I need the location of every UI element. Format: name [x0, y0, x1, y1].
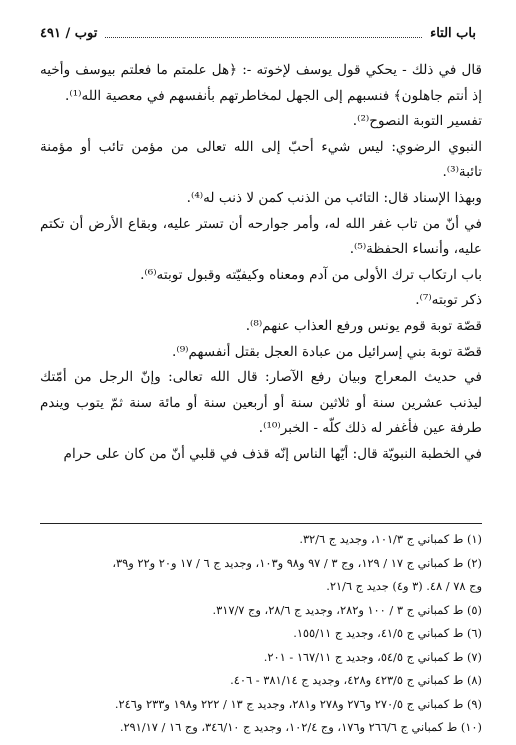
footnote-divider: [40, 523, 482, 524]
footnote: (٦) ط كمباني ج ٤١/٥، وجديد ج ١٥٥/١١.: [293, 626, 482, 640]
footnote: (١٠) ط كمباني ج ٢٦٦/٦ و١٧٦، وج ١٠٢/٤، وجديد ج ٣٤٦/١٠، وج ١٦ / ٢٩١/١٧.: [119, 720, 482, 734]
paragraph: باب ارتكاب ترك الأولى من آدم ومعناه وكيفيّته وقبول توبته⁽⁶⁾.: [140, 266, 482, 283]
running-header: [40, 22, 476, 44]
paragraph: قال في ذلك - يحكي قول يوسف لإخوته -: ﴿هل علمتم ما فعلتم بيوسف وأخيه إذ أنتم جاهلون﴾ فنسبهم إلى الجهل لمخاطرتهم بأنفسهم في معصية الله⁽¹⁾.: [40, 62, 482, 104]
paragraph: وبهذا الإسناد قال: التائب من الذنب كمن لا ذنب له⁽⁴⁾.: [186, 189, 482, 206]
footnote: وج ٧٨ / ٤٨. (٣ و٤) جديد ج ٢١/٦.: [326, 579, 482, 593]
main-text: [40, 58, 482, 468]
footnotes: [32, 528, 482, 740]
footnote: (٩) ط كمباني ج ٢٧٠/٥ و٢٧٦ و٢٧٨ و٢٨١، وجديد ج ١٣ / ٢٢٢ و١٩٨ و٢٣٣ و٢٤٦.: [114, 696, 482, 711]
section-page-number: توب / ٤٩١: [40, 25, 98, 41]
paragraph: في حديث المعراج وبيان رفع الآصار: قال الله تعالى: وإنّ الرجل من أمّتك ليذنب عشرين سنة أو ثلاثين سنة أو أربعين سنة أو مائة سنة ثمّ يتوب ويندم طرفة عين فأغفر له ذلك كلّه - الخبر⁽¹⁰⁾.: [40, 369, 482, 437]
footnote: (٥) ط كمباني ج ٣ / ١٠٠ و٢٨٢، وجديد ج ٢٨/٦، وج ٣١٧/٧.: [212, 602, 482, 617]
footnote: (٧) ط كمباني ج ٥٤/٥، وجديد ج ١٦٧/١١ - ٢٠١.: [263, 649, 482, 664]
paragraph: النبوي الرضوي: ليس شيء أحبّ إلى الله تعالى من مؤمن تائب أو مؤمنة تائبة⁽³⁾.: [40, 138, 482, 181]
footnote: (٨) ط كمباني ج ٤٢٣/٥ و٤٢٨، وجديد ج ٣٨١/١٤ - ٤٠٦.: [230, 673, 482, 687]
chapter-title: باب التاء: [430, 25, 476, 41]
footnote: (٢) ط كمباني ج ١٧ / ١٢٩، وج ٣ / ٩٧ و٩٨ و١٠٣، وجديد ج ٦ / ١٧ و٢٠ و٢٢ و٣٩،: [112, 555, 482, 570]
paragraph: تفسير التوبة النصوح⁽²⁾.: [352, 113, 482, 130]
paragraph: في أنّ من تاب غفر الله له، وأمر جوارحه أن تستر عليه، وبقاع الأرض أن تكتم عليه، وأنساء الحفظة⁽⁵⁾.: [40, 215, 482, 258]
dotted-leader: [105, 37, 422, 38]
footnote: (١) ط كمباني ج ١٠١/٣، وجديد ج ٣٢/٦.: [299, 532, 482, 546]
paragraph: في الخطبة النبويّة قال: أيّها الناس إنّه قذف في قلبي أنّ من كان على حرام: [63, 445, 482, 462]
paragraph: قصّة توبة قوم يونس ورفع العذاب عنهم⁽⁸⁾.: [245, 317, 482, 334]
paragraph: ذكر توبته⁽⁷⁾.: [415, 292, 482, 309]
paragraph: قصّة توبة بني إسرائيل من عبادة العجل بقتل أنفسهم⁽⁹⁾.: [172, 343, 482, 360]
